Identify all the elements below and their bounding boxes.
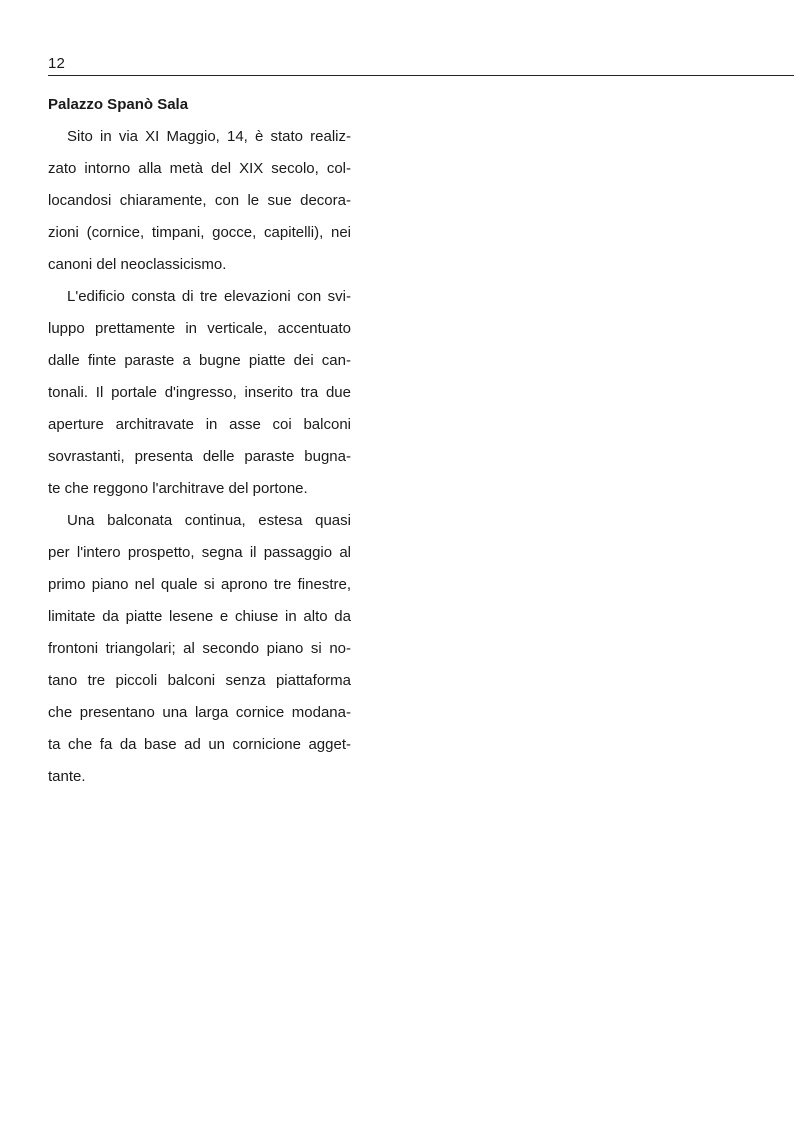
page-number: 12: [48, 55, 66, 72]
text-line: per l'intero prospetto, segna il passaggio al: [48, 544, 351, 561]
paragraph-lines: [48, 121, 351, 793]
text-line: frontoni triangolari; al secondo piano si no-: [48, 640, 351, 657]
header-rule: [48, 75, 794, 76]
text-line: zato intorno alla metà del XIX secolo, col-: [48, 160, 351, 177]
text-line: te che reggono l'architrave del portone.: [48, 480, 308, 497]
text-line: che presentano una larga cornice modana-: [48, 704, 351, 721]
text-line: luppo prettamente in verticale, accentuato: [48, 320, 351, 337]
text-line: ta che fa da base ad un cornicione agget-: [48, 736, 351, 753]
text-line: zioni (cornice, timpani, gocce, capitelli), nei: [48, 224, 351, 241]
text-line: L'edificio consta di tre elevazioni con svi-: [67, 288, 351, 305]
text-line: Sito in via XI Maggio, 14, è stato realiz-: [67, 128, 351, 145]
text-line: tante.: [48, 768, 86, 785]
text-line: tano tre piccoli balconi senza piattaforma: [48, 672, 351, 689]
text-line: aperture architravate in asse coi balconi: [48, 416, 351, 433]
text-line: Una balconata continua, estesa quasi: [67, 512, 351, 529]
text-line: dalle finte paraste a bugne piatte dei can-: [48, 352, 351, 369]
text-line: tonali. Il portale d'ingresso, inserito tra due: [48, 384, 351, 401]
text-line: locandosi chiaramente, con le sue decora-: [48, 192, 351, 209]
text-line: limitate da piatte lesene e chiuse in alto da: [48, 608, 351, 625]
text-line: canoni del neoclassicismo.: [48, 256, 227, 273]
text-line: sovrastanti, presenta delle paraste bugna-: [48, 448, 351, 465]
text-line: primo piano nel quale si aprono tre finestre,: [48, 576, 351, 593]
article-body: [48, 89, 351, 793]
section-title: Palazzo Spanò Sala: [48, 96, 189, 113]
